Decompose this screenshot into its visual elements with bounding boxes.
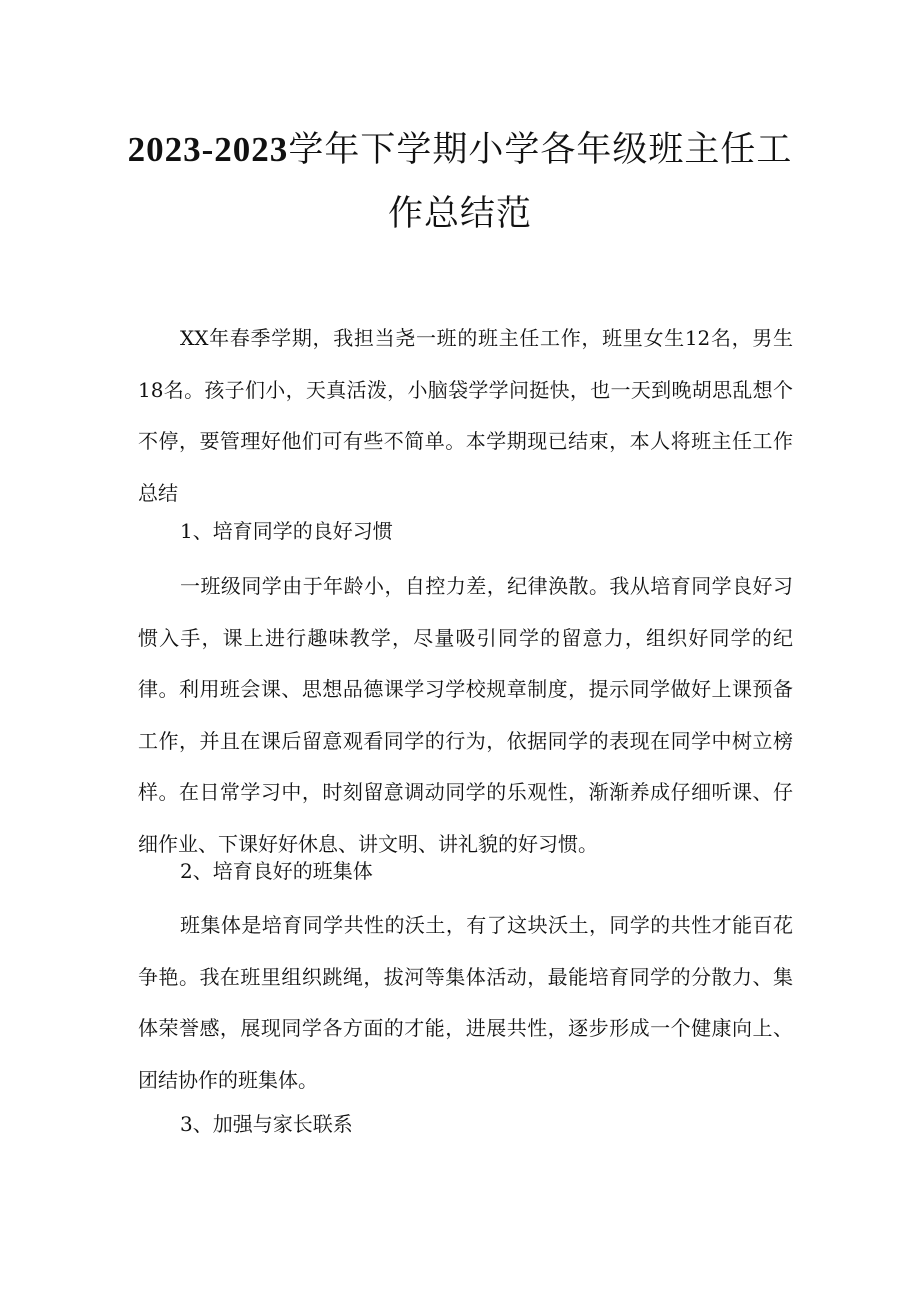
title-year: 2023-2023 <box>127 130 289 169</box>
title-text-part-1: 学年下学期小学各年级班主任工 <box>288 130 793 170</box>
section-heading-2: 2、培育良好的班集体 <box>180 859 373 883</box>
section-2-paragraph: 班集体是培育同学共性的沃土，有了这块沃土，同学的共性才能百花争艳。我在班里组织跳绳，拔河等集体活动，最能培育同学的分散力、集体荣誉感，展现同学各方面的才能，进展共性，逐步形成一个健康向上、团结协作的班集体。 <box>138 913 793 1092</box>
section-heading-1: 1、培育同学的良好习惯 <box>180 519 393 543</box>
section-heading-3: 3、加强与家长联系 <box>180 1112 353 1136</box>
document-title-line-2: 作总结范 <box>387 194 532 234</box>
section-1-paragraph: 一班级同学由于年龄小，自控力差，纪律涣散。我从培育同学良好习惯入手，课上进行趣味教学，尽量吸引同学的留意力，组织好同学的纪律。利用班会课、思想品德课学习学校规章制度，提示同学做好上课预备工作，并且在课后留意观看同学的行为，依据同学的表现在同学中树立榜样。在日常学习中，时刻留意调动同学的乐观性，渐渐养成仔细听课、仔细作业、下课好好休息、讲文明、讲礼貌的好习惯。 <box>138 574 793 856</box>
intro-paragraph: XX年春季学期，我担当尧一班的班主任工作，班里女生12名，男生18名。孩子们小，天真活泼，小脑袋学学问挺快，也一天到晚胡思乱想个不停，要管理好他们可有些不简单。本学期现已结束，本人将班主任工作总结 <box>138 326 793 505</box>
document-title-line-1 <box>0 124 920 176</box>
